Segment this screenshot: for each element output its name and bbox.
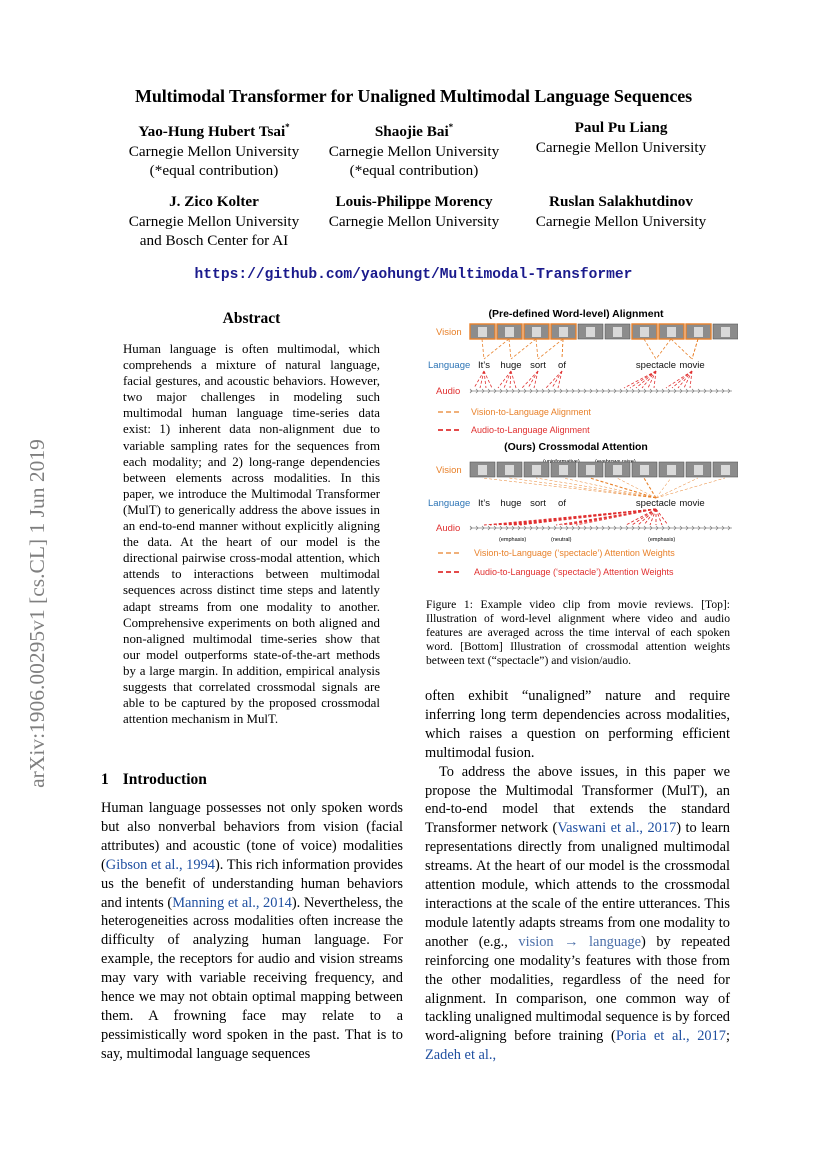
author-affiliation: Carnegie Mellon University: [128, 142, 300, 160]
face-thumbnail: [667, 465, 676, 475]
audio-alignment-line: [672, 371, 692, 388]
audio-alignment-line: [546, 371, 562, 388]
audio-alignment-line: [666, 371, 692, 388]
author-name: Paul Pu Liang: [574, 119, 668, 136]
vision-attention-line: [656, 478, 698, 498]
audio-attention-line: [656, 509, 668, 525]
row-label-language: Language: [428, 360, 471, 371]
abstract-heading: Abstract: [222, 310, 281, 327]
word-row-bottom: [478, 498, 705, 509]
author-affiliation: Carnegie Mellon University: [535, 212, 707, 230]
vision-attention-line: [563, 478, 656, 498]
word-token: sort: [530, 360, 546, 371]
arxiv-id: arXiv:1906.00295v1 [cs.CL] 1 Jun 2019: [24, 438, 49, 788]
author-affiliation: Carnegie Mellon University: [128, 212, 300, 230]
face-thumbnail: [667, 327, 676, 337]
vision-frames-top: [470, 324, 738, 339]
face-thumbnail: [478, 465, 487, 475]
face-thumbnail: [640, 465, 649, 475]
author-block: [114, 118, 314, 181]
author-name: J. Zico Kolter: [169, 193, 259, 210]
vision-alignment-line: [482, 339, 484, 359]
vision-attention-line: [509, 478, 656, 498]
face-thumbnail: [694, 327, 703, 337]
body-text: ). Nevertheless, the heterogeneities across modalities often increase the difficulty of analyzing human language. For example, the receptors for audio and vision streams may vary with variable receiving frequency, and hence we may not obtain optimal mapping between them. A frowning face may relate to a pessimistically word spoken in the past. That is to say, multimodal language sequences: [101, 894, 403, 1062]
audio-alignment-line: [504, 371, 511, 388]
intro-right-column: [425, 687, 730, 1065]
example-modality-pair: vision → language: [518, 933, 642, 950]
author-block: [314, 192, 514, 231]
audio-alignment-line: [636, 371, 656, 388]
legend-audio-attention: Audio-to-Language (‘spectacle’) Attention Weights: [474, 567, 674, 577]
author-note: (*equal contribution): [349, 162, 479, 180]
audio-attention-line: [656, 509, 662, 525]
face-thumbnail: [721, 327, 730, 337]
vision-alignment-line: [509, 339, 511, 359]
equal-mark: *: [448, 122, 454, 132]
vision-alignment-line: [536, 339, 538, 359]
audio-alignment-line: [624, 371, 656, 388]
audio-alignment-line: [558, 371, 562, 388]
citation-link[interactable]: Gibson et al., 1994: [105, 856, 215, 873]
citation-link[interactable]: Vaswani et al., 2017: [557, 820, 677, 837]
audio-stream-top: [470, 389, 732, 393]
row-label-language: Language: [428, 498, 471, 509]
author-affiliation: Carnegie Mellon University: [535, 138, 707, 156]
author-block: [106, 192, 322, 251]
author-name: Yao-Hung Hubert Tsai: [138, 123, 286, 141]
face-thumbnail: [613, 465, 622, 475]
paper-title: Multimodal Transformer for Unaligned Multimodal Language Sequences: [134, 86, 693, 106]
section-title: Introduction: [122, 771, 207, 788]
audio-alignment-line: [511, 371, 516, 388]
vision-alignment-line: [656, 339, 671, 359]
face-thumbnail: [640, 327, 649, 337]
word-token: huge: [500, 360, 522, 371]
audio-alignment-line: [522, 371, 538, 388]
row-label-vision: Vision: [436, 465, 462, 476]
vision-attention-line: [656, 478, 725, 498]
audio-alignment-line: [630, 371, 656, 388]
tag-neutral: (neutral): [551, 537, 572, 543]
figure-caption: Figure 1: Example video clip from movie reviews. [Top]: Illustration of word-level alignment where video and audio features are averaged across the time interval of each spoken word. [Bottom] Illustration of crossmodal attention weights between text (“spectacle”) and vision/audio.: [426, 598, 730, 667]
author-note: (*equal contribution): [149, 162, 279, 180]
vision-attention-line: [656, 478, 671, 498]
author-affiliation: Carnegie Mellon University: [328, 212, 500, 230]
author-block: [521, 118, 721, 157]
body-text: ;: [726, 1028, 730, 1045]
legend-audio-to-language: Audio-to-Language Alignment: [471, 425, 590, 435]
face-thumbnail: [559, 327, 568, 337]
face-thumbnail: [532, 327, 541, 337]
word-token: of: [558, 498, 566, 509]
tag-emphasis: (emphasis): [648, 537, 676, 543]
row-label-audio: Audio: [436, 523, 461, 534]
face-thumbnail: [532, 465, 541, 475]
intro-paragraph-1: [101, 799, 403, 1064]
citation-link[interactable]: Poria et al., 2017: [615, 1028, 726, 1045]
audio-alignment-line: [474, 371, 484, 388]
intro-paragraph-2: often exhibit “unaligned” nature and require inferring long term dependencies across modalities, which raises a question on performing efficient multimodal fusion.: [425, 688, 730, 761]
abstract-text: Human language is often multimodal, which comprehends a mixture of natural language, facial gestures, and acoustic behaviors. However, two major challenges in modeling such multimodal human language time-series data exist: 1) inherent data non-alignment due to variable sampling rates for the sequences from each modality; and 2) long-range dependencies between elements across modalities. In this paper, we introduce the Multimodal Transformer (MulT) to generically address the above issues in an end-to-end manner without explicitly aligning the data. At the heart of our model is the directional pairwise cross-modal attention, which attends to interactions between multimodal sequences across distinct time steps and latently adapt streams from one modality to another. Comprehensive experiments on both aligned and non-aligned multimodal time-series show that our model outperforms state-of-the-art methods by a large margin. In addition, empirical analysis suggests that correlated crossmodal signals are able to be captured by the proposed crossmodal attention mechanism in MulT.: [123, 342, 380, 727]
section-number: 1: [101, 771, 109, 788]
figure-top-title: (Pre-defined Word-level) Alignment: [488, 308, 664, 320]
face-thumbnail: [613, 327, 622, 337]
author-affiliation: Carnegie Mellon University: [328, 142, 500, 160]
audio-alignment-line: [498, 371, 511, 388]
vision-attention-line: [536, 478, 656, 498]
body-text: To address the above issues, in this paper we propose the Multimodal Transformer (MulT), an end-to-end model that extends the standard Transformer network (: [425, 763, 730, 837]
body-text: ) to learn representations directly from unaligned multimodal streams. At the heart of our model is the crossmodal attention module, which attends to the crossmodal interactions at the scale of the entire utterances. This module latently adapts streams from one modality to another (e.g.,: [425, 820, 730, 950]
author-note: and Bosch Center for AI: [139, 232, 289, 249]
author-name: Ruslan Salakhutdinov: [549, 193, 693, 210]
legend-vision-to-language: Vision-to-Language Alignment: [471, 407, 591, 417]
vision-alignment-line: [484, 339, 509, 359]
face-thumbnail: [505, 465, 514, 475]
vision-alignment-line: [562, 339, 563, 359]
arxiv-stamp: [22, 383, 52, 843]
word-token: movie: [679, 498, 705, 509]
word-token: It’s: [478, 360, 490, 371]
word-token: spectacle: [635, 498, 677, 509]
tag-emphasis: (emphasis): [499, 537, 527, 543]
audio-stream-bottom: [470, 526, 732, 530]
face-thumbnail: [721, 465, 730, 475]
vision-attention-line: [482, 478, 656, 498]
legend-vision-attention: Vision-to-Language (‘spectacle’) Attention Weights: [474, 548, 675, 558]
row-label-vision: Vision: [436, 327, 462, 338]
face-thumbnail: [559, 465, 568, 475]
author-name: Louis-Philippe Morency: [335, 193, 493, 210]
section-heading: [101, 771, 207, 789]
audio-attention-line: [576, 509, 656, 525]
audio-alignment-line: [480, 371, 484, 388]
word-token: It’s: [478, 498, 490, 509]
equal-mark: *: [285, 122, 290, 132]
vision-alignment-line: [671, 339, 692, 359]
face-thumbnail: [505, 327, 514, 337]
word-token: sort: [530, 498, 546, 509]
audio-alignment-line: [534, 371, 538, 388]
face-thumbnail: [586, 327, 595, 337]
vision-alignment-line: [511, 339, 536, 359]
word-row-top: [478, 360, 705, 371]
vision-alignment-line: [538, 339, 563, 359]
intro-paragraph-3: [425, 763, 730, 1066]
figure-bottom-title: (Ours) Crossmodal Attention: [504, 441, 648, 453]
word-token: movie: [679, 360, 705, 371]
audio-attention-line: [520, 509, 656, 525]
body-text: ). This rich information provides us the benefit of understanding human behaviors and intents (: [101, 856, 403, 911]
word-token: of: [558, 360, 566, 371]
face-thumbnail: [478, 327, 487, 337]
figure-1-diagram: [426, 302, 738, 592]
citation-link[interactable]: Zadeh et al.,: [425, 1047, 497, 1064]
author-block: [314, 118, 514, 181]
code-url-link[interactable]: https://github.com/yaohungt/Multimodal-Transformer: [194, 267, 633, 283]
word-token: spectacle: [635, 360, 677, 371]
author-name: Shaojie Bai: [374, 123, 449, 141]
row-label-audio: Audio: [436, 386, 461, 397]
author-block: [521, 192, 721, 231]
face-thumbnail: [694, 465, 703, 475]
word-token: huge: [500, 498, 522, 509]
vision-alignment-line: [692, 339, 698, 359]
citation-link[interactable]: Manning et al., 2014: [172, 894, 292, 911]
audio-alignment-line: [484, 371, 492, 388]
body-text: Human language possesses not only spoken words but also nonverbal behaviors from vision (facial attributes) and acoustic (tone of voice) modalities (: [101, 800, 403, 873]
body-text: ) by repeated reinforcing one modality’s features with those from the other modalities, regardless of the need for alignment. In comparison, one common way of tackling unaligned multimodal sequence is by forced word-aligning before training (: [425, 933, 731, 1045]
vision-alignment-line: [644, 339, 656, 359]
face-thumbnail: [586, 465, 595, 475]
